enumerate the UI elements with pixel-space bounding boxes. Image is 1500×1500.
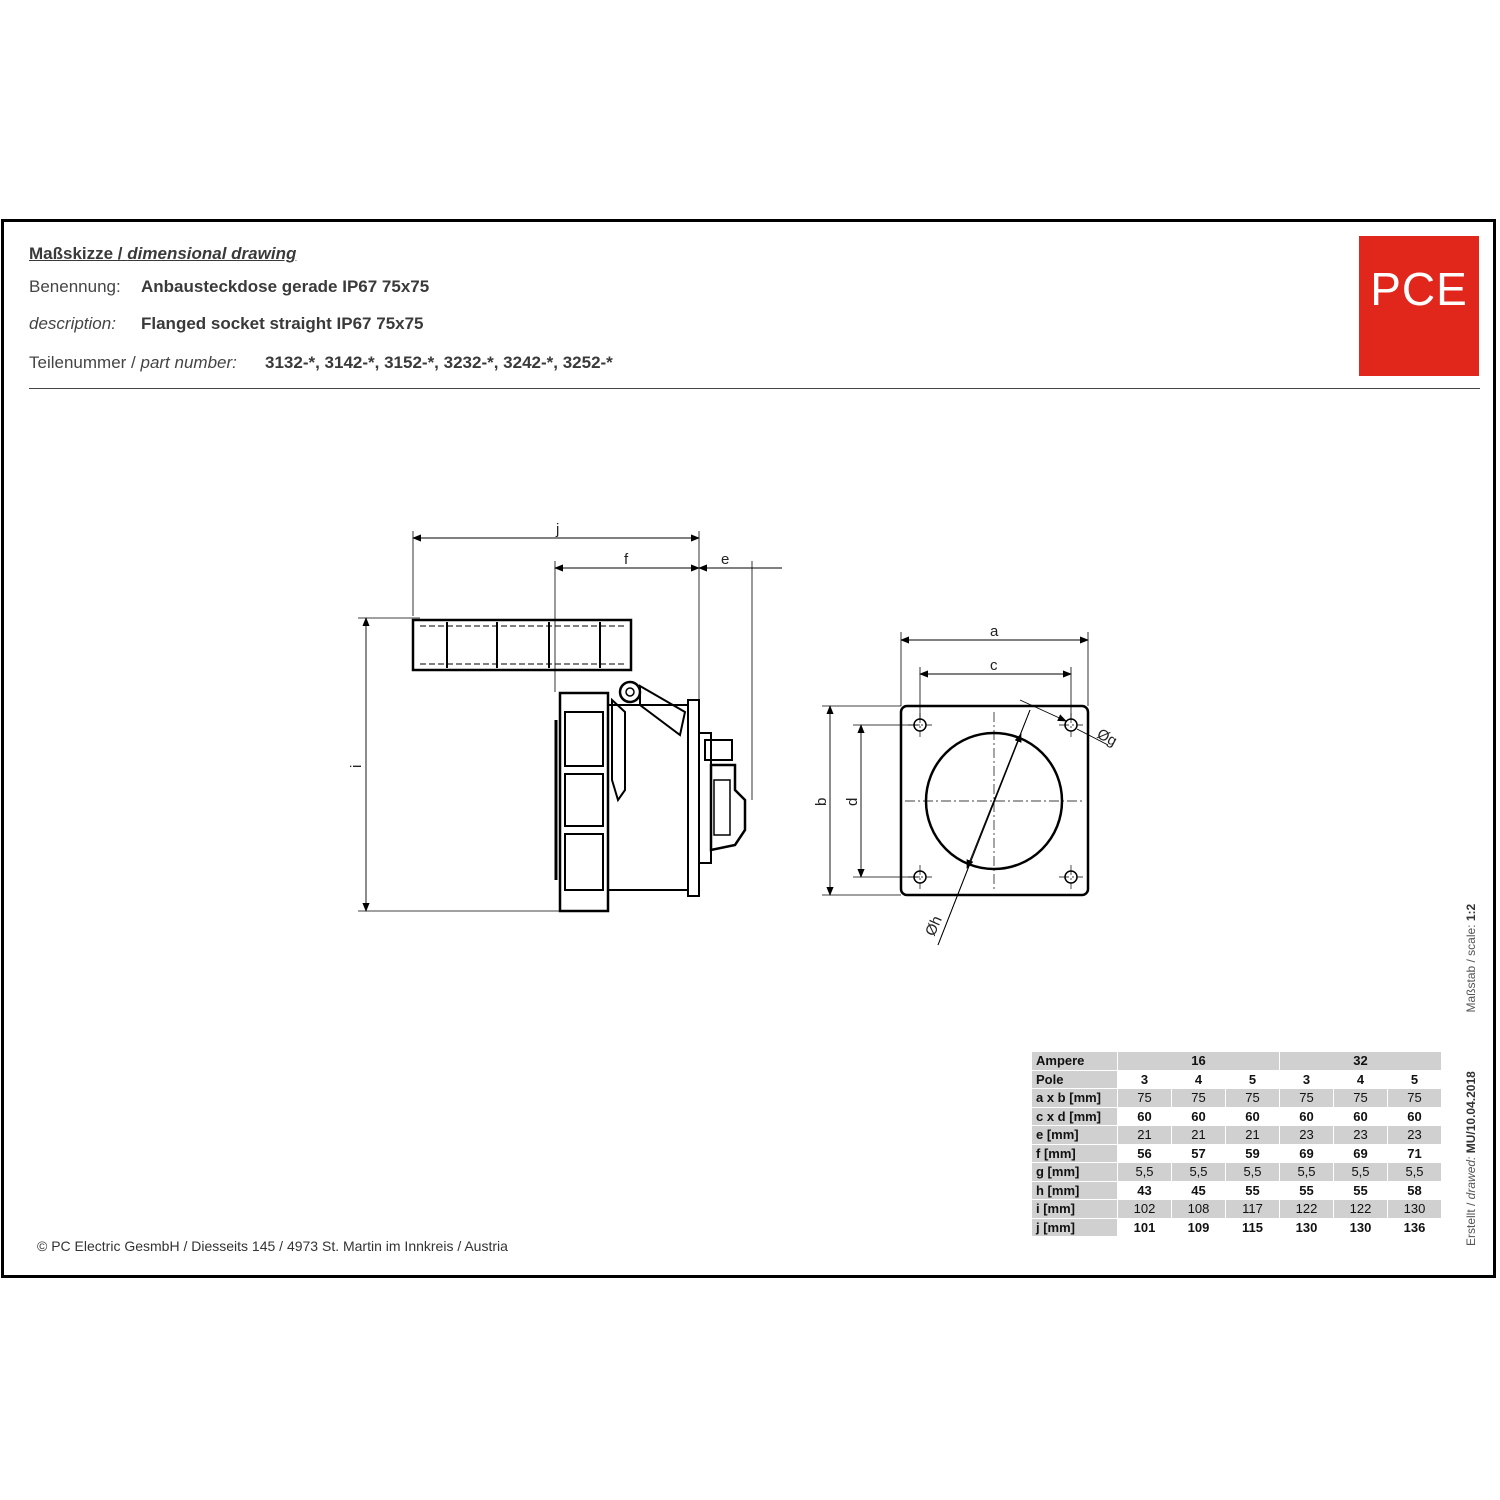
- table-cell: 102: [1118, 1200, 1172, 1219]
- table-cell: 75: [1388, 1089, 1442, 1108]
- table-cell: 130: [1334, 1218, 1388, 1237]
- table-cell: 130: [1280, 1218, 1334, 1237]
- table-cell: 115: [1226, 1218, 1280, 1237]
- row-label: g [mm]: [1032, 1163, 1118, 1182]
- table-cell: 5,5: [1388, 1163, 1442, 1182]
- table-cell: 108: [1172, 1200, 1226, 1219]
- created-label-en: drawed:: [1464, 1156, 1478, 1200]
- table-cell: 60: [1388, 1107, 1442, 1126]
- row-label: e [mm]: [1032, 1126, 1118, 1145]
- description-label: description:: [29, 314, 116, 333]
- table-cell: 75: [1226, 1089, 1280, 1108]
- table-cell: 4: [1334, 1070, 1388, 1089]
- table-cell: 21: [1226, 1126, 1280, 1145]
- table-cell: 23: [1334, 1126, 1388, 1145]
- table-cell: 75: [1280, 1089, 1334, 1108]
- table-cell: 43: [1118, 1181, 1172, 1200]
- part-label-english: part number:: [140, 353, 237, 372]
- row-label: i [mm]: [1032, 1200, 1118, 1219]
- table-cell: 59: [1226, 1144, 1280, 1163]
- table-cell: 75: [1172, 1089, 1226, 1108]
- title-english: dimensional drawing: [127, 244, 297, 263]
- table-row: [1032, 1126, 1442, 1145]
- logo-text: PCE: [1370, 263, 1468, 315]
- table-row: [1032, 1107, 1442, 1126]
- ampere-label: Ampere: [1032, 1052, 1118, 1071]
- table-cell: 60: [1280, 1107, 1334, 1126]
- table-cell: 75: [1334, 1089, 1388, 1108]
- part-number-value: 3132-*, 3142-*, 3152-*, 3232-*, 3242-*, 3252-*: [265, 353, 613, 372]
- table-cell: 5: [1226, 1070, 1280, 1089]
- table-cell: 69: [1280, 1144, 1334, 1163]
- table-cell: 5,5: [1118, 1163, 1172, 1182]
- table-cell: 4: [1172, 1070, 1226, 1089]
- dim-label-h: Øh: [922, 913, 946, 939]
- table-row: [1032, 1218, 1442, 1237]
- table-cell: 60: [1172, 1107, 1226, 1126]
- name-value: Anbausteckdose gerade IP67 75x75: [141, 277, 430, 296]
- row-label: c x d [mm]: [1032, 1107, 1118, 1126]
- table-cell: 130: [1388, 1200, 1442, 1219]
- table-cell: 5: [1388, 1070, 1442, 1089]
- dim-label-e: e: [721, 551, 730, 568]
- title-german: Maßskizze /: [29, 244, 128, 263]
- table-cell: 69: [1334, 1144, 1388, 1163]
- table-cell: 75: [1118, 1089, 1172, 1108]
- table-row: [1032, 1163, 1442, 1182]
- ampere-group-16: 16: [1118, 1052, 1280, 1071]
- table-row: [1032, 1200, 1442, 1219]
- table-cell: 56: [1118, 1144, 1172, 1163]
- table-cell: 58: [1388, 1181, 1442, 1200]
- table-cell: 101: [1118, 1218, 1172, 1237]
- scale-value: 1:2: [1464, 903, 1478, 922]
- ampere-group-32: 32: [1280, 1052, 1442, 1071]
- table-row-pole: [1032, 1070, 1442, 1089]
- table-cell: 5,5: [1280, 1163, 1334, 1182]
- table-cell: 136: [1388, 1218, 1442, 1237]
- table-cell: 117: [1226, 1200, 1280, 1219]
- table-cell: 60: [1118, 1107, 1172, 1126]
- table-cell: 21: [1118, 1126, 1172, 1145]
- dim-label-b: b: [813, 797, 830, 806]
- row-label: a x b [mm]: [1032, 1089, 1118, 1108]
- table-cell: 60: [1226, 1107, 1280, 1126]
- side-view: [358, 531, 782, 911]
- table-cell: 23: [1388, 1126, 1442, 1145]
- table-cell: 3: [1118, 1070, 1172, 1089]
- dim-label-f: f: [624, 551, 629, 568]
- drawing-info-vertical: [1464, 904, 1478, 1246]
- dim-label-d: d: [844, 797, 861, 806]
- created-value: MU/10.04.2018: [1464, 1071, 1478, 1154]
- table-cell: 57: [1172, 1144, 1226, 1163]
- dim-label-g: Øg: [1094, 725, 1120, 750]
- table-row: [1032, 1144, 1442, 1163]
- created-label: Erstellt /: [1464, 1199, 1478, 1246]
- table-cell: 55: [1226, 1181, 1280, 1200]
- table-row: [1032, 1181, 1442, 1200]
- table-cell: 55: [1280, 1181, 1334, 1200]
- table-cell: 109: [1172, 1218, 1226, 1237]
- front-view: [822, 632, 1108, 945]
- table-cell: 60: [1334, 1107, 1388, 1126]
- scale-label: Maßstab / scale:: [1464, 921, 1478, 1013]
- description-value: Flanged socket straight IP67 75x75: [141, 314, 424, 333]
- table-cell: 3: [1280, 1070, 1334, 1089]
- dim-label-c: c: [990, 657, 998, 674]
- row-label: f [mm]: [1032, 1144, 1118, 1163]
- table-cell: 122: [1280, 1200, 1334, 1219]
- dim-label-j: j: [556, 521, 560, 538]
- table-cell: 5,5: [1334, 1163, 1388, 1182]
- table-cell: 45: [1172, 1181, 1226, 1200]
- copyright-footer: © PC Electric GesmbH / Diesseits 145 / 4973 St. Martin im Innkreis / Austria: [37, 1238, 508, 1254]
- pole-label: Pole: [1032, 1070, 1118, 1089]
- table-row: [1032, 1089, 1442, 1108]
- part-label-german: Teilenummer /: [29, 353, 141, 372]
- table-cell: 5,5: [1172, 1163, 1226, 1182]
- name-label: Benennung:: [29, 277, 121, 296]
- table-cell: 55: [1334, 1181, 1388, 1200]
- table-cell: 122: [1334, 1200, 1388, 1219]
- row-label: h [mm]: [1032, 1181, 1118, 1200]
- table-cell: 5,5: [1226, 1163, 1280, 1182]
- dim-label-a: a: [990, 623, 999, 640]
- dimensions-table: [1031, 1051, 1442, 1237]
- table-cell: 71: [1388, 1144, 1442, 1163]
- table-cell: 21: [1172, 1126, 1226, 1145]
- table-row-ampere: [1032, 1052, 1442, 1071]
- row-label: j [mm]: [1032, 1218, 1118, 1237]
- dim-label-i: i: [348, 764, 365, 768]
- table-cell: 23: [1280, 1126, 1334, 1145]
